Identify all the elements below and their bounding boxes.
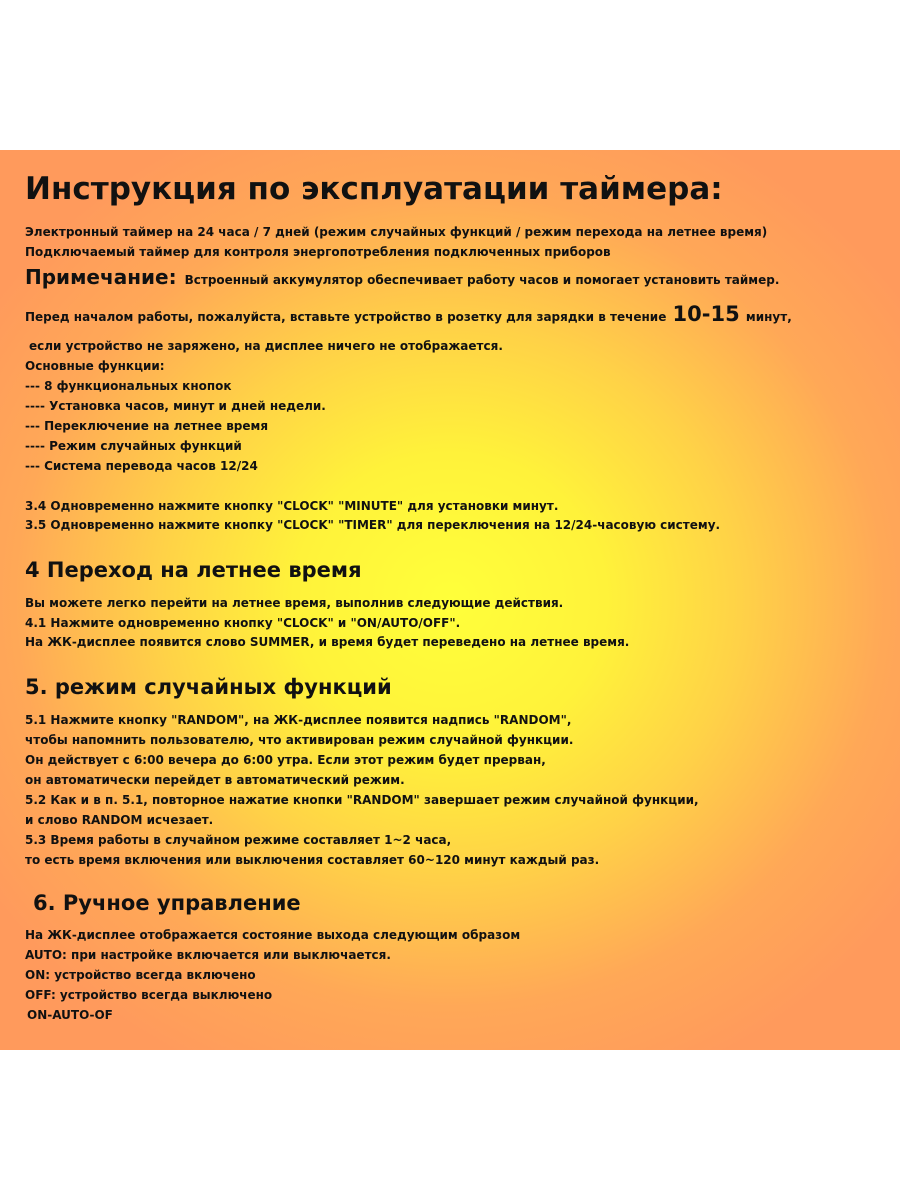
note-label: Примечание:	[25, 265, 177, 289]
section-6-line: ON-AUTO-OF	[27, 1008, 113, 1022]
section-5-line: он автоматически перейдет в автоматический режим.	[25, 773, 405, 787]
section-4-line: Вы можете легко перейти на летнее время, выполнив следующие действия.	[25, 596, 564, 610]
intro-line-1: Электронный таймер на 24 часа / 7 дней (режим случайных функций / режим перехода на летнее время)	[25, 225, 768, 239]
step-3-4: 3.4 Одновременно нажмите кнопку "CLOCK" "MINUTE" для установки минут.	[25, 499, 559, 513]
section-6-line: AUTO: при настройке включается или выключается.	[25, 948, 391, 962]
section-4-line: 4.1 Нажмите одновременно кнопку "CLOCK" и "ON/AUTO/OFF".	[25, 616, 461, 630]
section-5-line: 5.3 Время работы в случайном режиме составляет 1~2 часа,	[25, 833, 452, 847]
note-line	[25, 267, 779, 287]
section-4-line: На ЖК-дисплее появится слово SUMMER, и время будет переведено на летнее время.	[25, 635, 630, 649]
features-heading: Основные функции:	[25, 359, 165, 373]
feature-item: --- 8 функциональных кнопок	[25, 379, 232, 393]
feature-item: --- Система перевода часов 12/24	[25, 459, 258, 473]
feature-item: ---- Установка часов, минут и дней недели.	[25, 399, 326, 413]
feature-item: ---- Режим случайных функций	[25, 439, 242, 453]
charge-text-before: Перед началом работы, пожалуйста, вставьте устройство в розетку для зарядки в течение	[25, 310, 667, 324]
note-text: Встроенный аккумулятор обеспечивает работу часов и помогает установить таймер.	[184, 273, 780, 287]
section-6-line: На ЖК-дисплее отображается состояние выхода следующим образом	[25, 928, 521, 942]
charge-text-after: минут,	[745, 310, 792, 324]
instruction-panel	[0, 150, 900, 1050]
section-6-line: ON: устройство всегда включено	[25, 968, 256, 982]
section-5-line: 5.2 Как и в п. 5.1, повторное нажатие кнопки "RANDOM" завершает режим случайной функции,	[25, 793, 699, 807]
section-5-line: то есть время включения или выключения составляет 60~120 минут каждый раз.	[25, 853, 600, 867]
page-title: Инструкция по эксплуатации таймера:	[25, 171, 723, 207]
charge-line-2: если устройство не заряжено, на дисплее ничего не отображается.	[29, 339, 503, 353]
section-5-heading: 5. режим случайных функций	[25, 675, 392, 699]
section-5-line: чтобы напомнить пользователю, что активирован режим случайной функции.	[25, 733, 574, 747]
step-3-5: 3.5 Одновременно нажмите кнопку "CLOCK" "TIMER" для переключения на 12/24-часовую систему.	[25, 518, 721, 532]
section-5-line: и слово RANDOM исчезает.	[25, 813, 214, 827]
intro-line-2: Подключаемый таймер для контроля энергопотребления подключенных приборов	[25, 245, 611, 259]
feature-item: --- Переключение на летнее время	[25, 419, 269, 433]
charge-line	[25, 304, 792, 325]
section-6-line: OFF: устройство всегда выключено	[25, 988, 273, 1002]
section-6-heading: 6. Ручное управление	[33, 891, 301, 915]
section-5-line: 5.1 Нажмите кнопку "RANDOM", на ЖК-дисплее появится надпись "RANDOM",	[25, 713, 572, 727]
charge-minutes: 10-15	[672, 302, 740, 326]
section-5-line: Он действует с 6:00 вечера до 6:00 утра. Если этот режим будет прерван,	[25, 753, 546, 767]
section-4-heading: 4 Переход на летнее время	[25, 558, 362, 582]
